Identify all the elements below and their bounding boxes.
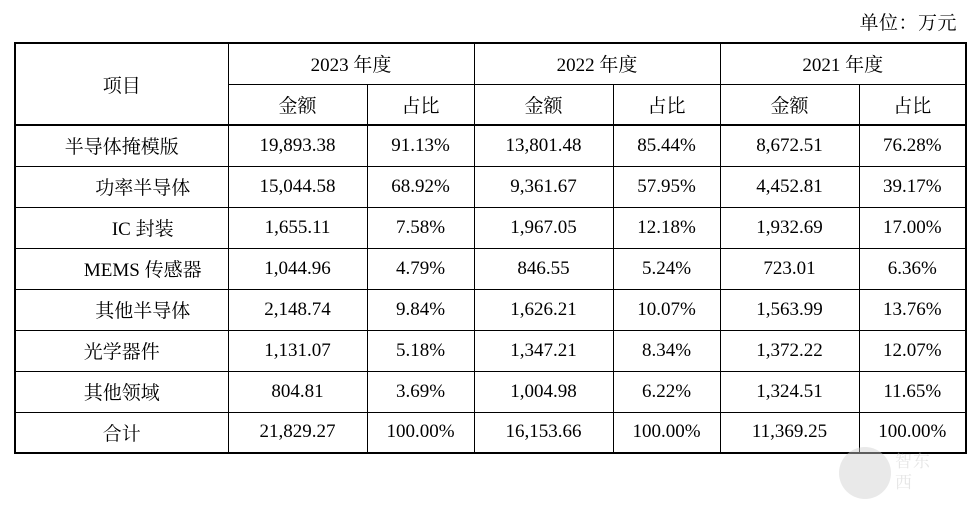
cell-percent-2021: 39.17% (859, 166, 966, 207)
cell-percent-2021: 11.65% (859, 371, 966, 412)
watermark-logo-icon (839, 447, 891, 499)
row-label: 半导体掩模版 (15, 125, 228, 166)
cell-amount-2021: 4,452.81 (720, 166, 859, 207)
watermark-text (895, 451, 931, 493)
cell-percent-2021: 12.07% (859, 330, 966, 371)
header-cell-year-2021: 2021 年度 (720, 43, 966, 84)
header-cell-item: 项目 (15, 43, 228, 125)
table-row-total (15, 412, 966, 453)
cell-total-percent-2021: 100.00% (859, 412, 966, 453)
cell-percent-2022: 85.44% (613, 125, 720, 166)
cell-amount-2023: 15,044.58 (228, 166, 367, 207)
table-row (15, 125, 966, 166)
cell-amount-2021: 1,372.22 (720, 330, 859, 371)
row-label: 光学器件 (15, 330, 228, 371)
table-header (15, 43, 966, 125)
row-label: 其他半导体 (15, 289, 228, 330)
cell-amount-2021: 1,563.99 (720, 289, 859, 330)
unit-note: 单位：万元 (859, 13, 957, 34)
cell-amount-2022: 13,801.48 (474, 125, 613, 166)
cell-percent-2023: 5.18% (367, 330, 474, 371)
cell-percent-2022: 12.18% (613, 207, 720, 248)
cell-amount-2021: 8,672.51 (720, 125, 859, 166)
row-label: IC 封装 (15, 207, 228, 248)
cell-amount-2021: 1,932.69 (720, 207, 859, 248)
table-row (15, 371, 966, 412)
cell-amount-2023: 19,893.38 (228, 125, 367, 166)
cell-total-percent-2023: 100.00% (367, 412, 474, 453)
header-cell-percent-2022: 占比 (613, 84, 720, 125)
header-cell-amount-2021: 金额 (720, 84, 859, 125)
table-row (15, 166, 966, 207)
cell-total-percent-2022: 100.00% (613, 412, 720, 453)
watermark-text-line2: 西 (895, 473, 913, 492)
cell-amount-2023: 1,655.11 (228, 207, 367, 248)
table-row (15, 289, 966, 330)
row-label-total: 合计 (15, 412, 228, 453)
revenue-breakdown-table (14, 42, 967, 454)
header-cell-amount-2022: 金额 (474, 84, 613, 125)
header-cell-amount-2023: 金额 (228, 84, 367, 125)
cell-percent-2021: 6.36% (859, 248, 966, 289)
cell-percent-2022: 10.07% (613, 289, 720, 330)
row-label: 功率半导体 (15, 166, 228, 207)
cell-amount-2022: 1,967.05 (474, 207, 613, 248)
cell-percent-2023: 4.79% (367, 248, 474, 289)
cell-percent-2023: 9.84% (367, 289, 474, 330)
cell-total-amount-2022: 16,153.66 (474, 412, 613, 453)
cell-amount-2022: 9,361.67 (474, 166, 613, 207)
cell-percent-2022: 6.22% (613, 371, 720, 412)
header-cell-year-2023: 2023 年度 (228, 43, 474, 84)
watermark-text-line1: 智东 (895, 452, 931, 471)
cell-amount-2022: 1,347.21 (474, 330, 613, 371)
cell-percent-2022: 57.95% (613, 166, 720, 207)
cell-percent-2023: 91.13% (367, 125, 474, 166)
cell-total-amount-2023: 21,829.27 (228, 412, 367, 453)
cell-percent-2021: 13.76% (859, 289, 966, 330)
cell-percent-2022: 8.34% (613, 330, 720, 371)
table-body (15, 125, 966, 453)
cell-amount-2022: 1,004.98 (474, 371, 613, 412)
cell-amount-2023: 2,148.74 (228, 289, 367, 330)
header-row-years (15, 43, 966, 84)
header-cell-percent-2021: 占比 (859, 84, 966, 125)
row-label: 其他领域 (15, 371, 228, 412)
cell-amount-2023: 1,131.07 (228, 330, 367, 371)
cell-percent-2021: 17.00% (859, 207, 966, 248)
cell-percent-2021: 76.28% (859, 125, 966, 166)
table-row (15, 207, 966, 248)
cell-amount-2021: 1,324.51 (720, 371, 859, 412)
header-cell-year-2022: 2022 年度 (474, 43, 720, 84)
header-cell-percent-2023: 占比 (367, 84, 474, 125)
cell-amount-2022: 1,626.21 (474, 289, 613, 330)
table-row (15, 330, 966, 371)
cell-amount-2022: 846.55 (474, 248, 613, 289)
row-label: MEMS 传感器 (15, 248, 228, 289)
cell-total-amount-2021: 11,369.25 (720, 412, 859, 453)
cell-amount-2023: 804.81 (228, 371, 367, 412)
cell-percent-2022: 5.24% (613, 248, 720, 289)
cell-percent-2023: 3.69% (367, 371, 474, 412)
cell-percent-2023: 68.92% (367, 166, 474, 207)
cell-percent-2023: 7.58% (367, 207, 474, 248)
cell-amount-2021: 723.01 (720, 248, 859, 289)
cell-amount-2023: 1,044.96 (228, 248, 367, 289)
table-row (15, 248, 966, 289)
